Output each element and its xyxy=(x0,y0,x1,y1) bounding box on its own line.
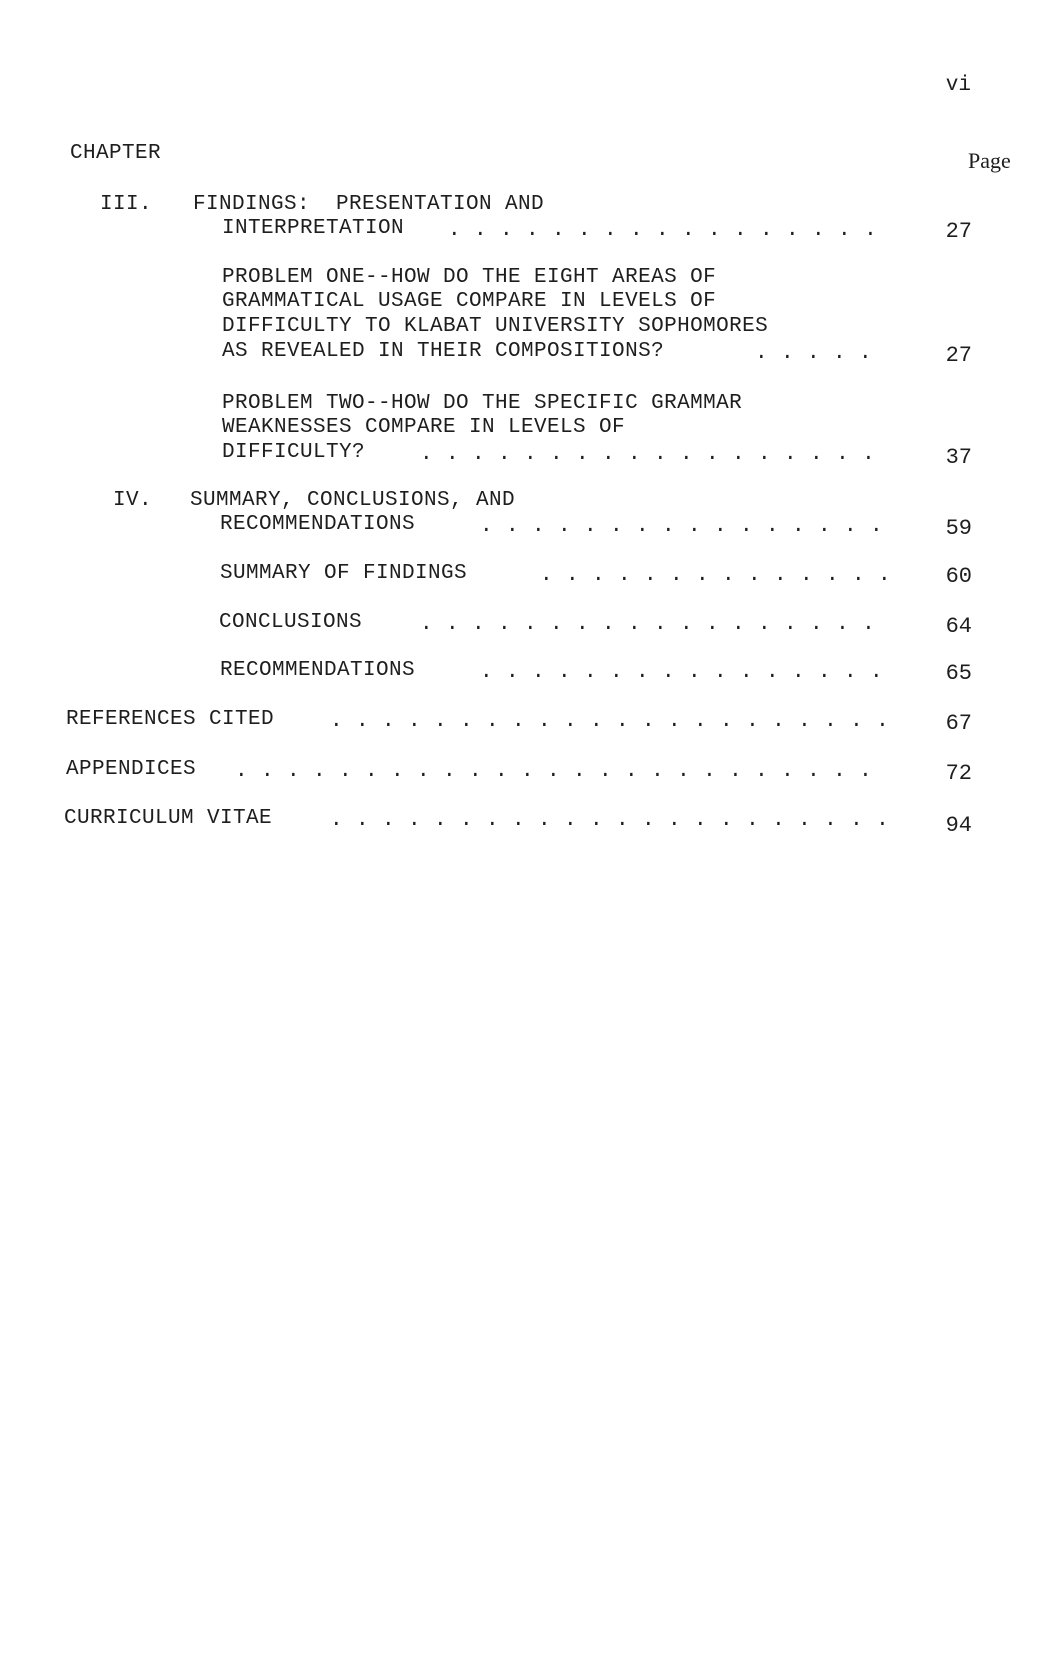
chapter-column-header: CHAPTER xyxy=(70,142,162,165)
toc-page-ref: 72 xyxy=(945,761,972,786)
page-number: vi xyxy=(945,74,971,97)
chapter-number: IV. xyxy=(113,489,153,512)
chapter-number: III. xyxy=(100,193,153,216)
toc-entry-title: DIFFICULTY TO KLABAT UNIVERSITY SOPHOMORES xyxy=(222,315,769,338)
toc-entry-title: PROBLEM ONE--HOW DO THE EIGHT AREAS OF xyxy=(222,266,717,289)
dot-leader xyxy=(540,564,890,588)
dot-leader xyxy=(755,342,890,366)
dot-leader xyxy=(420,443,890,467)
dot-leader xyxy=(235,760,890,784)
toc-page-ref: 27 xyxy=(945,343,972,368)
toc-page-ref: 94 xyxy=(945,813,972,838)
toc-page-ref: 27 xyxy=(945,219,972,244)
toc-entry-title: SUMMARY, CONCLUSIONS, AND xyxy=(190,489,516,512)
toc-page-ref: 60 xyxy=(945,564,972,589)
dot-leader xyxy=(330,710,890,734)
toc-entry-title: DIFFICULTY? xyxy=(222,441,366,464)
toc-entry-title: AS REVEALED IN THEIR COMPOSITIONS? xyxy=(222,340,665,363)
toc-entry-title: APPENDICES xyxy=(66,758,197,781)
toc-page-ref: 67 xyxy=(945,711,972,736)
dot-leader xyxy=(480,661,890,685)
toc-entry-title: CONCLUSIONS xyxy=(219,611,363,634)
dot-leader xyxy=(448,219,890,243)
dot-leader xyxy=(480,515,890,539)
dot-leader xyxy=(330,809,890,833)
toc-entry-title: RECOMMENDATIONS xyxy=(220,513,416,536)
toc-entry-title: CURRICULUM VITAE xyxy=(64,807,273,830)
toc-entry-title: RECOMMENDATIONS xyxy=(220,659,416,682)
toc-page-ref: 65 xyxy=(945,661,972,686)
toc-entry-title: WEAKNESSES COMPARE IN LEVELS OF xyxy=(222,416,626,439)
toc-entry-title: REFERENCES CITED xyxy=(66,708,275,731)
toc-entry-title: PROBLEM TWO--HOW DO THE SPECIFIC GRAMMAR xyxy=(222,392,743,415)
toc-page-ref: 64 xyxy=(945,614,972,639)
toc-entry-title: GRAMMATICAL USAGE COMPARE IN LEVELS OF xyxy=(222,290,717,313)
toc-page-ref: 37 xyxy=(945,445,972,470)
toc-entry-title: SUMMARY OF FINDINGS xyxy=(220,562,468,585)
toc-page-ref: 59 xyxy=(945,516,972,541)
toc-entry-title: FINDINGS: PRESENTATION AND xyxy=(193,193,545,216)
dot-leader xyxy=(420,613,890,637)
page-column-header: Page xyxy=(968,148,1011,173)
toc-entry-title: INTERPRETATION xyxy=(222,217,405,240)
